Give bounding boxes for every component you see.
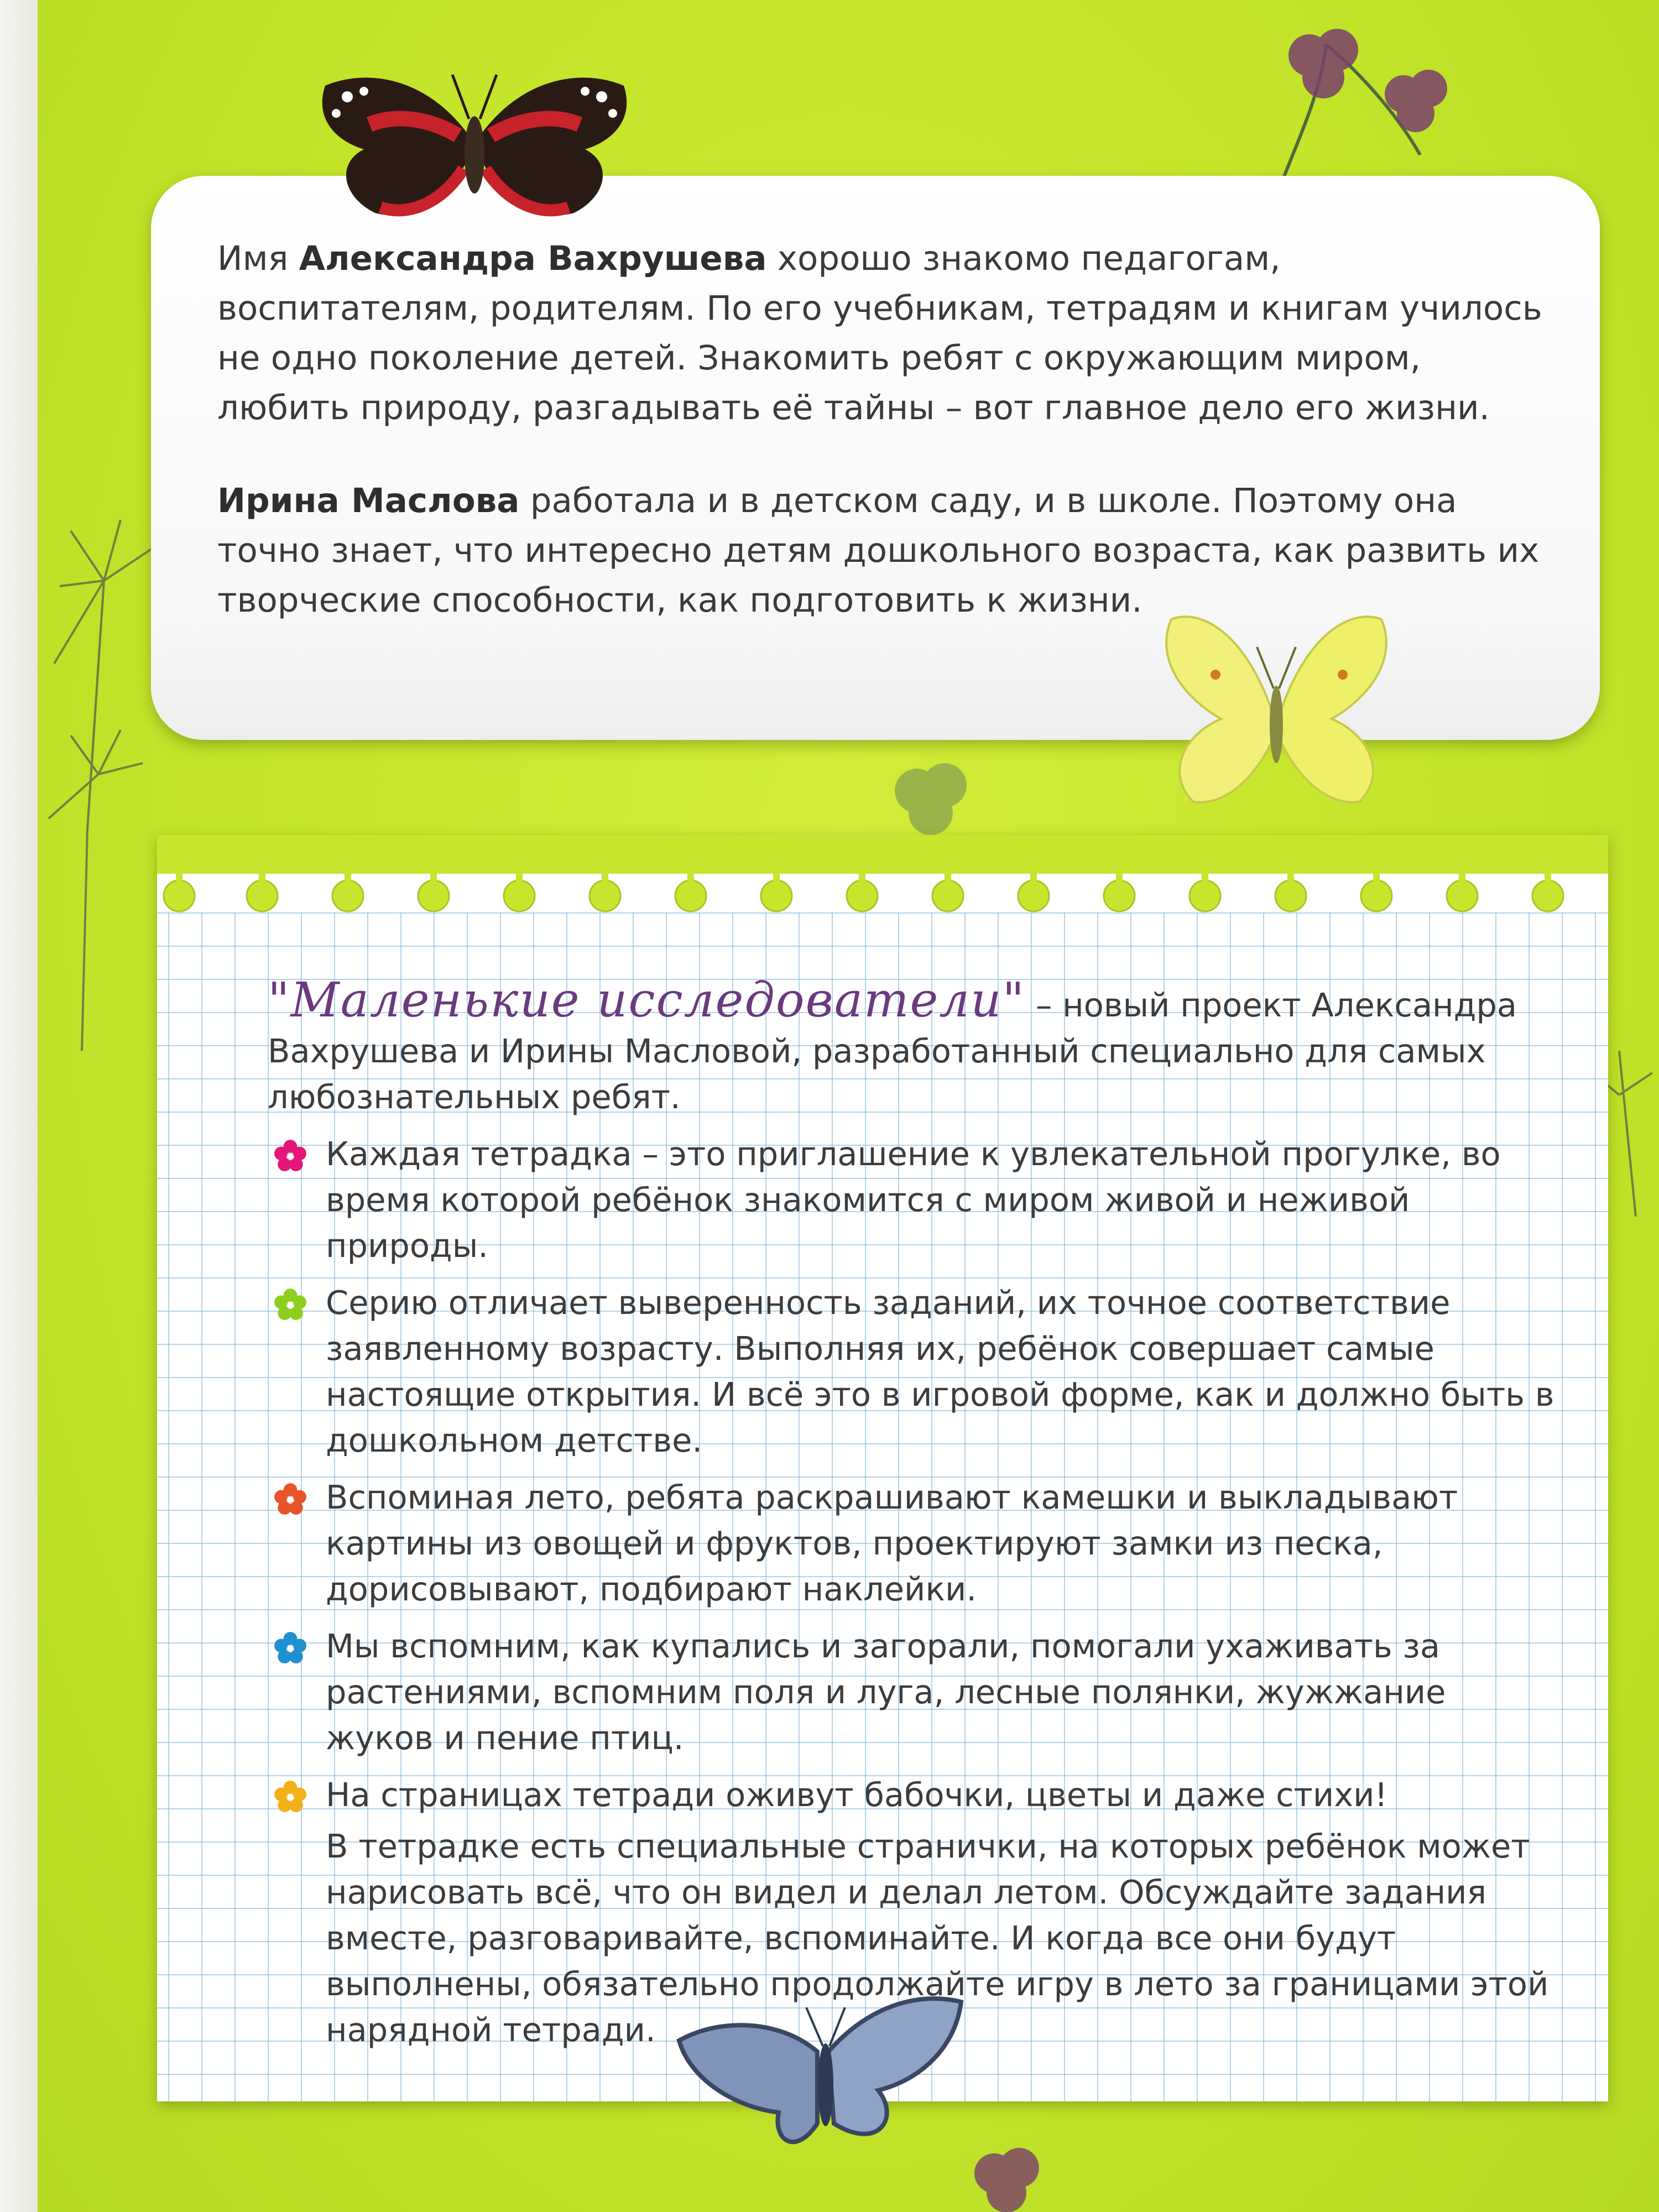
flower-bullet-icon	[273, 1780, 307, 1814]
notebook-text	[268, 973, 1556, 2053]
list-item: Вспоминая лето, ребята раскрашивают камешки и выкладывают картины из овощей и фруктов, проектируют замки из песка, дорисовывают, подбирают наклейки.	[268, 1474, 1556, 1612]
author-vakhrushev-paragraph: Имя Александра Вахрушева хорошо знакомо педагогам, воспитателям, родителям. По его учебникам, тетрадям и книгам училось не одно поколение детей. Знакомить ребят с окружающим миром, любить природу, разгадывать её тайны – вот главное дело его жизни.	[217, 239, 1542, 427]
page-edge	[0, 0, 38, 2212]
clover-bottom-icon	[974, 2148, 1039, 2212]
author-maslova-paragraph: Ирина Маслова работала и в детском саду, и в школе. Поэтому она точно знает, что интересно детям дошкольного возраста, как развить их творческие способности, как подготовить к жизни.	[217, 481, 1540, 620]
list-item: Каждая тетрадка – это приглашение к увлекательной прогулке, во время которой ребёнок знакомится с миром живой и неживой природы.	[268, 1131, 1556, 1269]
list-item: На страницах тетради оживут бабочки, цветы и даже стихи!	[268, 1772, 1556, 1818]
book-page	[38, 0, 1659, 2212]
red-admiral-butterfly-icon	[303, 53, 646, 241]
list-item: Мы вспомним, как купались и загорали, помогали ухаживать за растениями, вспомним поля и луга, лесные полянки, жужжание жуков и пение птиц.	[268, 1623, 1556, 1761]
yellow-brimstone-butterfly-icon	[1133, 597, 1420, 830]
author-maslova-name: Ирина Маслова	[217, 481, 520, 520]
flower-bullet-icon	[273, 1287, 307, 1322]
project-intro: "Маленькие исследователи" – новый проект Александра Вахрушева и Ирины Масловой, разработанный специально для самых любознательных ребят.	[268, 973, 1517, 1116]
flower-bullet-icon	[273, 1139, 307, 1173]
clover-mid-icon	[895, 763, 967, 835]
project-title: "Маленькие исследователи"	[268, 973, 1026, 1028]
notebook-page	[157, 835, 1608, 2101]
authors-text	[217, 234, 1545, 625]
flower-bullet-icon	[273, 1482, 307, 1516]
list-item: Серию отличает выверенность заданий, их точное соответствие заявленному возрасту. Выполняя их, ребёнок совершает самые настоящие открытия. И всё это в игровой форме, как и должно быть в дошкольном детстве.	[268, 1280, 1556, 1463]
spiral-holes	[157, 835, 1608, 912]
closing-paragraph: В тетрадке есть специальные странички, на которых ребёнок может нарисовать всё, что он видел и делал летом. Обсуждайте задания вместе, разговаривайте, вспоминайте. И когда все они будут выполнены, обязательно продолжайте игру в лето за границами этой нарядной тетради.	[326, 1827, 1549, 2049]
clover-leaves-icon	[1288, 29, 1447, 132]
author-vakhrushev-name: Александра Вахрушева	[299, 239, 767, 278]
flower-bullet-icon	[273, 1631, 307, 1665]
blue-butterfly-icon	[668, 1985, 978, 2162]
